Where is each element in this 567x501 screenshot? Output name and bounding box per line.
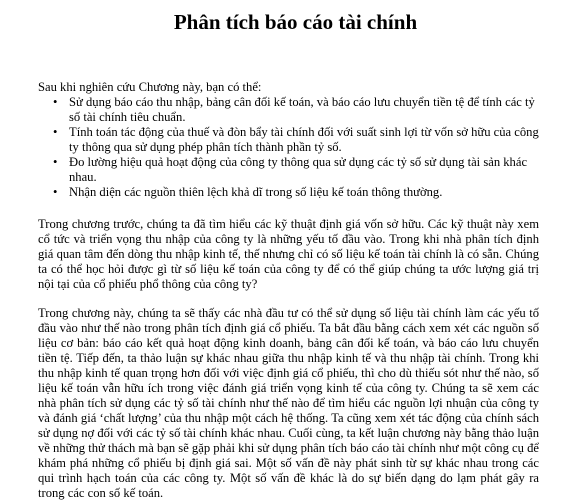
objective-item [53,95,539,125]
bullet-icon: • [53,95,58,109]
objectives-intro: Sau khi nghiên cứu Chương này, bạn có thể: [38,80,262,94]
objective-item [53,155,539,185]
body-paragraph: Trong chương này, chúng ta sẽ thấy các nhà đầu tư có thể sử dụng số liệu tài chính làm các yếu tố đầu vào như thế nào trong phân tích định giá cổ phiếu. Ta bắt đầu bằng cách xem xét các nguồn số liệu cơ bản: báo cáo kết quả hoạt động kinh doanh, bảng cân đối kế toán, và báo cáo lưu chuyển tiền tệ. Tiếp đến, ta thảo luận sự khác nhau giữa thu nhập kinh tế và thu nhập tài chính. Trong khi thu nhập kinh tế quan trọng hơn đối với việc định giá cổ phiếu, thì cho dù thiếu sót như thế nào, số liệu kế toán vẫn hữu ích trong việc đánh giá triển vọng kinh tế của công ty. Chúng ta sẽ xem các nhà phân tích sử dụng các tỷ số tài chính như thế nào để tìm hiểu các nguồn lợi nhuận của công ty và đánh giá ‘chất lượng’ của thu nhập một cách hệ thống. Ta cũng xem xét tác động của chính sách sử dụng nợ đối với các tỷ số tài chính khác nhau. Cuối cùng, ta kết luận chương này bằng thảo luận về những thử thách mà bạn sẽ gặp phải khi sử dụng phân tích báo cáo tài chính như một công cụ để khám phá những cổ phiếu bị định giá sai. Một số vấn đề này phát sinh từ sự khác nhau trong các qui trình hạch toán của các công ty. Một số vấn đề khác là do sự biến dạng do lạm phát gây ra trong các con số kế toán. [38,306,539,500]
objectives-list [38,95,539,200]
body-paragraph: Trong chương trước, chúng ta đã tìm hiểu các kỹ thuật định giá vốn sở hữu. Các kỹ thuật này xem cổ tức và triển vọng thu nhập của công ty là những yếu tố đầu vào. Trong khi nhà phân tích định giá quan tâm đến dòng thu nhập kinh tế, thế nhưng chỉ có số liệu kế toán tài chính là có sẵn. Chúng ta có thể học hỏi được gì từ số liệu kế toán của công ty để có thể giúp chúng ta ước lượng giá trị nội tại của cổ phiếu phổ thông của công ty? [38,217,539,291]
bullet-icon: • [53,155,58,169]
bullet-icon: • [53,185,58,199]
chapter-title: Phân tích báo cáo tài chính [173,10,418,34]
objective-text: Nhận diện các nguồn thiên lệch khả dĩ trong số liệu kế toán thông thường. [69,185,443,199]
objective-text: Tính toán tác động của thuế và đòn bẩy tài chính đối với suất sinh lợi từ vốn sở hữu của công ty thông qua sử dụng phép phân tích thành phần tỷ số. [69,125,539,154]
objective-text: Đo lường hiệu quả hoạt động của công ty thông qua sử dụng các tỷ số sử dụng tài sản khác nhau. [69,155,528,184]
objective-item [53,125,539,155]
bullet-icon: • [53,125,58,139]
objective-text: Sử dụng báo cáo thu nhập, bảng cân đối kế toán, và báo cáo lưu chuyển tiền tệ để tính các tỷ số tài chính tiêu chuẩn. [69,95,535,124]
objective-item [53,185,539,200]
